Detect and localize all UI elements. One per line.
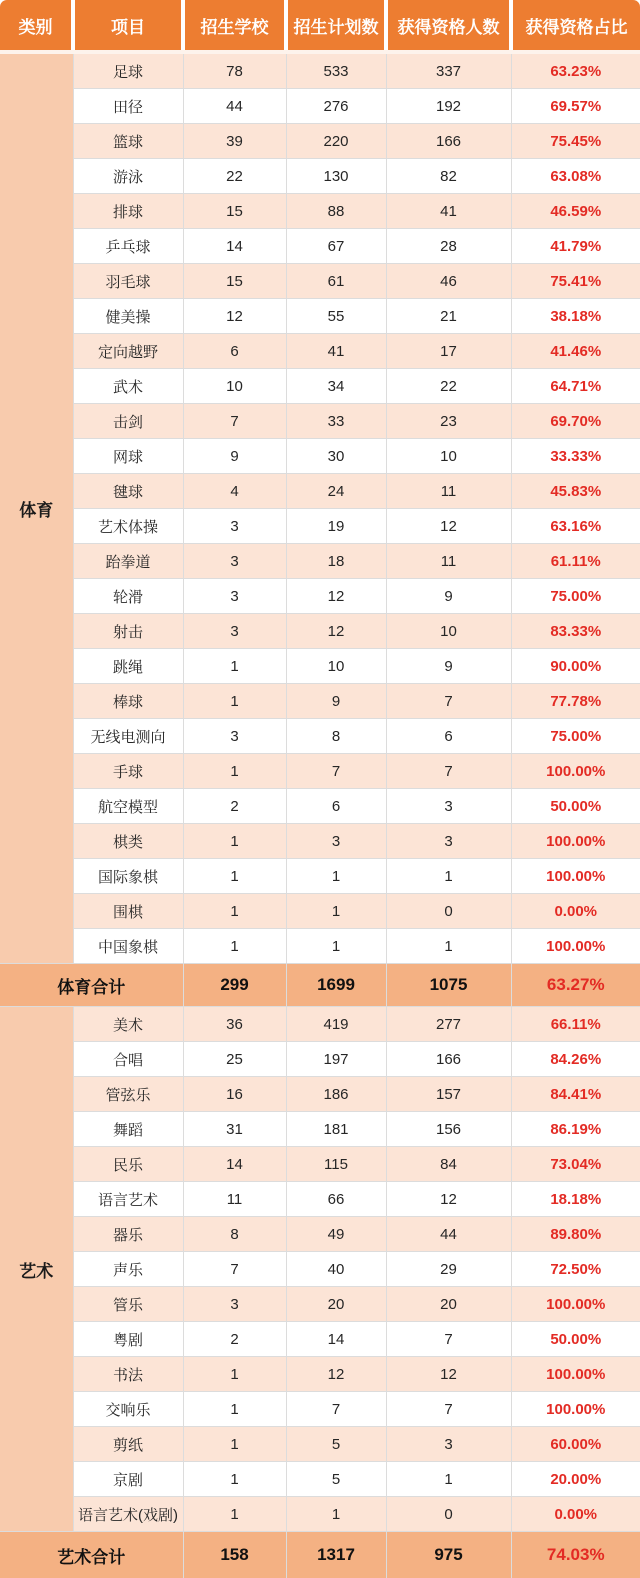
column-header-plan-count: 招生计划数	[286, 0, 386, 52]
percent-cell: 45.83%	[511, 474, 640, 509]
value-cell: 16	[183, 1077, 286, 1112]
value-cell: 20	[286, 1287, 386, 1322]
total-percent-cell: 74.03%	[511, 1532, 640, 1578]
value-cell: 41	[286, 334, 386, 369]
item-cell: 国际象棋	[73, 859, 183, 894]
percent-cell: 72.50%	[511, 1252, 640, 1287]
percent-cell: 41.46%	[511, 334, 640, 369]
value-cell: 21	[386, 299, 511, 334]
total-value-cell: 158	[183, 1532, 286, 1578]
total-value-cell: 975	[386, 1532, 511, 1578]
value-cell: 23	[386, 404, 511, 439]
value-cell: 9	[386, 579, 511, 614]
value-cell: 15	[183, 264, 286, 299]
value-cell: 3	[386, 824, 511, 859]
value-cell: 3	[286, 824, 386, 859]
value-cell: 6	[183, 334, 286, 369]
percent-cell: 38.18%	[511, 299, 640, 334]
item-cell: 声乐	[73, 1252, 183, 1287]
percent-cell: 86.19%	[511, 1112, 640, 1147]
item-cell: 器乐	[73, 1217, 183, 1252]
percent-cell: 0.00%	[511, 1497, 640, 1532]
item-cell: 足球	[73, 52, 183, 89]
table-row	[0, 474, 640, 509]
table-row	[0, 1147, 640, 1182]
value-cell: 10	[386, 614, 511, 649]
value-cell: 7	[386, 1322, 511, 1357]
column-header-qualified: 获得资格人数	[386, 0, 511, 52]
value-cell: 2	[183, 789, 286, 824]
table-row	[0, 264, 640, 299]
table-row	[0, 929, 640, 964]
value-cell: 181	[286, 1112, 386, 1147]
item-cell: 游泳	[73, 159, 183, 194]
value-cell: 17	[386, 334, 511, 369]
item-cell: 京剧	[73, 1462, 183, 1497]
percent-cell: 20.00%	[511, 1462, 640, 1497]
table-row	[0, 369, 640, 404]
table-row	[0, 509, 640, 544]
percent-cell: 69.70%	[511, 404, 640, 439]
value-cell: 115	[286, 1147, 386, 1182]
value-cell: 5	[286, 1462, 386, 1497]
item-cell: 管乐	[73, 1287, 183, 1322]
value-cell: 88	[286, 194, 386, 229]
value-cell: 3	[183, 614, 286, 649]
total-value-cell: 1317	[286, 1532, 386, 1578]
item-cell: 乒乓球	[73, 229, 183, 264]
value-cell: 55	[286, 299, 386, 334]
value-cell: 130	[286, 159, 386, 194]
value-cell: 12	[286, 1357, 386, 1392]
value-cell: 6	[286, 789, 386, 824]
value-cell: 84	[386, 1147, 511, 1182]
value-cell: 12	[386, 1182, 511, 1217]
item-cell: 击剑	[73, 404, 183, 439]
table-row	[0, 1357, 640, 1392]
item-cell: 无线电测向	[73, 719, 183, 754]
column-header-qualified-pct: 获得资格占比	[511, 0, 640, 52]
table-row	[0, 194, 640, 229]
percent-cell: 50.00%	[511, 1322, 640, 1357]
item-cell: 航空模型	[73, 789, 183, 824]
table-row	[0, 124, 640, 159]
table-row	[0, 89, 640, 124]
value-cell: 3	[183, 544, 286, 579]
value-cell: 166	[386, 124, 511, 159]
value-cell: 1	[183, 684, 286, 719]
value-cell: 4	[183, 474, 286, 509]
percent-cell: 66.11%	[511, 1007, 640, 1042]
percent-cell: 64.71%	[511, 369, 640, 404]
value-cell: 5	[286, 1427, 386, 1462]
value-cell: 220	[286, 124, 386, 159]
table-row	[0, 1217, 640, 1252]
percent-cell: 100.00%	[511, 1392, 640, 1427]
value-cell: 12	[286, 579, 386, 614]
percent-cell: 90.00%	[511, 649, 640, 684]
value-cell: 3	[386, 789, 511, 824]
value-cell: 11	[183, 1182, 286, 1217]
value-cell: 1	[183, 649, 286, 684]
percent-cell: 100.00%	[511, 754, 640, 789]
item-cell: 语言艺术(戏剧)	[73, 1497, 183, 1532]
category-cell: 体育	[0, 52, 73, 964]
item-cell: 定向越野	[73, 334, 183, 369]
value-cell: 33	[286, 404, 386, 439]
table-row	[0, 159, 640, 194]
table-row	[0, 439, 640, 474]
value-cell: 66	[286, 1182, 386, 1217]
value-cell: 1	[286, 859, 386, 894]
value-cell: 166	[386, 1042, 511, 1077]
value-cell: 7	[286, 1392, 386, 1427]
table-row	[0, 649, 640, 684]
value-cell: 61	[286, 264, 386, 299]
value-cell: 1	[183, 1357, 286, 1392]
item-cell: 网球	[73, 439, 183, 474]
item-cell: 语言艺术	[73, 1182, 183, 1217]
percent-cell: 41.79%	[511, 229, 640, 264]
value-cell: 0	[386, 894, 511, 929]
item-cell: 粤剧	[73, 1322, 183, 1357]
table-row	[0, 544, 640, 579]
table-row	[0, 299, 640, 334]
item-cell: 排球	[73, 194, 183, 229]
value-cell: 24	[286, 474, 386, 509]
percent-cell: 60.00%	[511, 1427, 640, 1462]
table-row	[0, 1462, 640, 1497]
item-cell: 轮滑	[73, 579, 183, 614]
table-row	[0, 1007, 640, 1042]
percent-cell: 100.00%	[511, 929, 640, 964]
value-cell: 82	[386, 159, 511, 194]
table-row	[0, 52, 640, 89]
value-cell: 9	[286, 684, 386, 719]
percent-cell: 75.45%	[511, 124, 640, 159]
value-cell: 11	[386, 544, 511, 579]
percent-cell: 75.41%	[511, 264, 640, 299]
value-cell: 19	[286, 509, 386, 544]
item-cell: 舞蹈	[73, 1112, 183, 1147]
table-row	[0, 719, 640, 754]
value-cell: 10	[386, 439, 511, 474]
table-row	[0, 1252, 640, 1287]
value-cell: 1	[183, 1497, 286, 1532]
item-cell: 棒球	[73, 684, 183, 719]
value-cell: 1	[286, 1497, 386, 1532]
value-cell: 22	[386, 369, 511, 404]
total-value-cell: 1699	[286, 964, 386, 1007]
percent-cell: 83.33%	[511, 614, 640, 649]
value-cell: 3	[183, 509, 286, 544]
value-cell: 44	[386, 1217, 511, 1252]
value-cell: 1	[183, 824, 286, 859]
table-row	[0, 404, 640, 439]
value-cell: 1	[386, 929, 511, 964]
table-row	[0, 684, 640, 719]
value-cell: 10	[183, 369, 286, 404]
value-cell: 18	[286, 544, 386, 579]
item-cell: 合唱	[73, 1042, 183, 1077]
item-cell: 交响乐	[73, 1392, 183, 1427]
item-cell: 艺术体操	[73, 509, 183, 544]
value-cell: 28	[386, 229, 511, 264]
table-row	[0, 1392, 640, 1427]
item-cell: 剪纸	[73, 1427, 183, 1462]
value-cell: 15	[183, 194, 286, 229]
value-cell: 156	[386, 1112, 511, 1147]
category-cell: 艺术	[0, 1007, 73, 1532]
value-cell: 1	[183, 1427, 286, 1462]
table-row	[0, 824, 640, 859]
percent-cell: 73.04%	[511, 1147, 640, 1182]
value-cell: 10	[286, 649, 386, 684]
item-cell: 健美操	[73, 299, 183, 334]
table-header	[0, 0, 640, 52]
percent-cell: 61.11%	[511, 544, 640, 579]
value-cell: 9	[386, 649, 511, 684]
percent-cell: 100.00%	[511, 859, 640, 894]
value-cell: 276	[286, 89, 386, 124]
percent-cell: 63.08%	[511, 159, 640, 194]
percent-cell: 69.57%	[511, 89, 640, 124]
item-cell: 棋类	[73, 824, 183, 859]
value-cell: 3	[183, 1287, 286, 1322]
percent-cell: 77.78%	[511, 684, 640, 719]
item-cell: 管弦乐	[73, 1077, 183, 1112]
value-cell: 41	[386, 194, 511, 229]
value-cell: 186	[286, 1077, 386, 1112]
percent-cell: 100.00%	[511, 1287, 640, 1322]
item-cell: 射击	[73, 614, 183, 649]
table-row	[0, 1287, 640, 1322]
column-header-item: 项目	[73, 0, 183, 52]
value-cell: 6	[386, 719, 511, 754]
value-cell: 14	[183, 229, 286, 264]
value-cell: 157	[386, 1077, 511, 1112]
value-cell: 1	[386, 859, 511, 894]
percent-cell: 100.00%	[511, 824, 640, 859]
item-cell: 中国象棋	[73, 929, 183, 964]
percent-cell: 33.33%	[511, 439, 640, 474]
item-cell: 跳绳	[73, 649, 183, 684]
table-row	[0, 1182, 640, 1217]
value-cell: 1	[286, 929, 386, 964]
total-value-cell: 1075	[386, 964, 511, 1007]
value-cell: 29	[386, 1252, 511, 1287]
value-cell: 533	[286, 52, 386, 89]
column-header-schools: 招生学校	[183, 0, 286, 52]
percent-cell: 100.00%	[511, 1357, 640, 1392]
table-row	[0, 789, 640, 824]
value-cell: 7	[183, 1252, 286, 1287]
value-cell: 7	[386, 754, 511, 789]
header-row	[0, 0, 640, 52]
table-row	[0, 334, 640, 369]
percent-cell: 50.00%	[511, 789, 640, 824]
percent-cell: 63.16%	[511, 509, 640, 544]
value-cell: 39	[183, 124, 286, 159]
table-row	[0, 1322, 640, 1357]
value-cell: 44	[183, 89, 286, 124]
value-cell: 197	[286, 1042, 386, 1077]
percent-cell: 0.00%	[511, 894, 640, 929]
value-cell: 12	[386, 509, 511, 544]
total-value-cell: 299	[183, 964, 286, 1007]
total-row	[0, 964, 640, 1007]
total-row	[0, 1532, 640, 1578]
value-cell: 67	[286, 229, 386, 264]
percent-cell: 18.18%	[511, 1182, 640, 1217]
value-cell: 337	[386, 52, 511, 89]
table-row	[0, 1077, 640, 1112]
value-cell: 25	[183, 1042, 286, 1077]
value-cell: 192	[386, 89, 511, 124]
value-cell: 11	[386, 474, 511, 509]
value-cell: 2	[183, 1322, 286, 1357]
item-cell: 田径	[73, 89, 183, 124]
value-cell: 9	[183, 439, 286, 474]
value-cell: 7	[386, 684, 511, 719]
value-cell: 12	[183, 299, 286, 334]
value-cell: 30	[286, 439, 386, 474]
percent-cell: 75.00%	[511, 579, 640, 614]
percent-cell: 84.26%	[511, 1042, 640, 1077]
percent-cell: 75.00%	[511, 719, 640, 754]
value-cell: 36	[183, 1007, 286, 1042]
value-cell: 7	[386, 1392, 511, 1427]
table-row	[0, 1042, 640, 1077]
value-cell: 3	[183, 579, 286, 614]
value-cell: 1	[183, 929, 286, 964]
table-row	[0, 1497, 640, 1532]
value-cell: 49	[286, 1217, 386, 1252]
item-cell: 书法	[73, 1357, 183, 1392]
total-label-cell: 体育合计	[0, 964, 183, 1007]
value-cell: 34	[286, 369, 386, 404]
item-cell: 毽球	[73, 474, 183, 509]
total-label-cell: 艺术合计	[0, 1532, 183, 1578]
value-cell: 31	[183, 1112, 286, 1147]
value-cell: 14	[183, 1147, 286, 1182]
percent-cell: 63.23%	[511, 52, 640, 89]
item-cell: 民乐	[73, 1147, 183, 1182]
value-cell: 12	[286, 614, 386, 649]
value-cell: 12	[386, 1357, 511, 1392]
percent-cell: 46.59%	[511, 194, 640, 229]
value-cell: 3	[386, 1427, 511, 1462]
value-cell: 40	[286, 1252, 386, 1287]
value-cell: 8	[183, 1217, 286, 1252]
table-row	[0, 229, 640, 264]
value-cell: 22	[183, 159, 286, 194]
item-cell: 围棋	[73, 894, 183, 929]
value-cell: 1	[386, 1462, 511, 1497]
value-cell: 46	[386, 264, 511, 299]
value-cell: 419	[286, 1007, 386, 1042]
value-cell: 0	[386, 1497, 511, 1532]
value-cell: 7	[183, 404, 286, 439]
value-cell: 1	[183, 1392, 286, 1427]
value-cell: 78	[183, 52, 286, 89]
value-cell: 1	[183, 1462, 286, 1497]
value-cell: 1	[286, 894, 386, 929]
value-cell: 3	[183, 719, 286, 754]
value-cell: 277	[386, 1007, 511, 1042]
table-row	[0, 1427, 640, 1462]
table-row	[0, 1112, 640, 1147]
value-cell: 1	[183, 894, 286, 929]
table-row	[0, 859, 640, 894]
value-cell: 7	[286, 754, 386, 789]
percent-cell: 84.41%	[511, 1077, 640, 1112]
value-cell: 20	[386, 1287, 511, 1322]
table-row	[0, 614, 640, 649]
table-row	[0, 894, 640, 929]
item-cell: 羽毛球	[73, 264, 183, 299]
item-cell: 手球	[73, 754, 183, 789]
value-cell: 14	[286, 1322, 386, 1357]
item-cell: 美术	[73, 1007, 183, 1042]
item-cell: 跆拳道	[73, 544, 183, 579]
table-row	[0, 754, 640, 789]
item-cell: 篮球	[73, 124, 183, 159]
percent-cell: 89.80%	[511, 1217, 640, 1252]
table-row	[0, 579, 640, 614]
value-cell: 1	[183, 754, 286, 789]
column-header-category: 类别	[0, 0, 73, 52]
value-cell: 1	[183, 859, 286, 894]
value-cell: 8	[286, 719, 386, 754]
item-cell: 武术	[73, 369, 183, 404]
total-percent-cell: 63.27%	[511, 964, 640, 1007]
table-body	[0, 52, 640, 1578]
